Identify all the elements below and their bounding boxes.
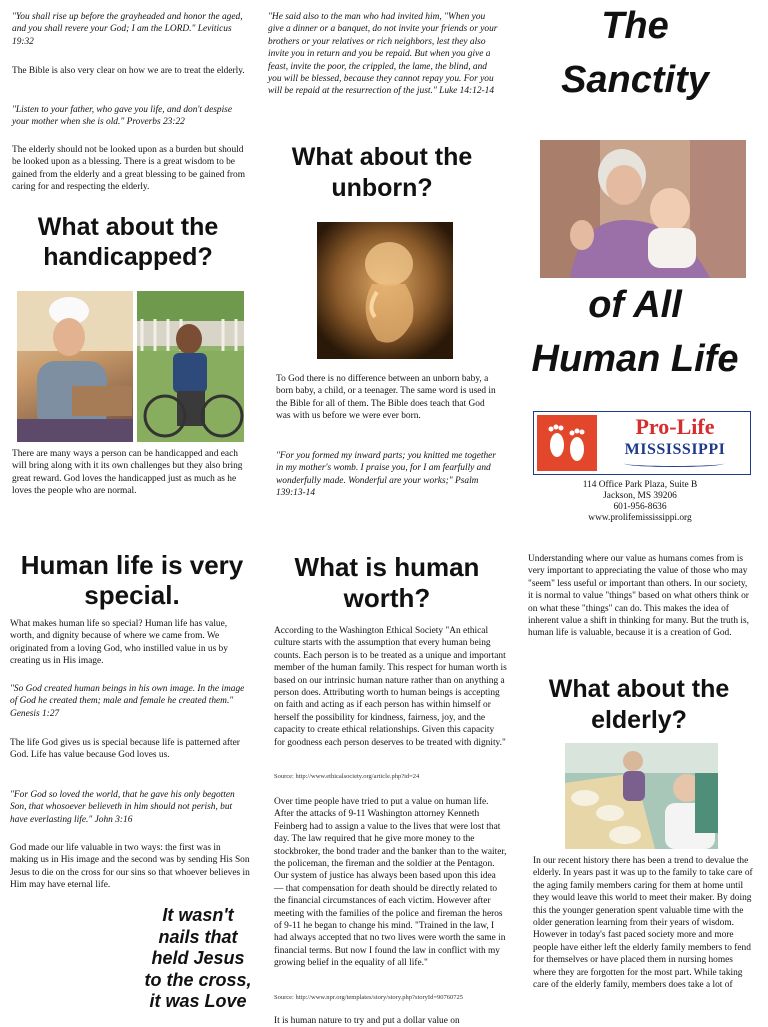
value-understanding-text: Understanding where our value as humans comes from is very important to appreciating the value of those who may "seem" less useful or important than others. In our society, it is normal to value "things" based on what others think or on what these "things" can do. This makes the idea of inherent value a shift in thinking for many. But the truth is, human life is valuable, because it is a creation of God. [528, 554, 749, 639]
human-life-intro: What makes human life so special? Human life has value, worth, and dignity because of where we came from. We originated from a loving God, who instilled value in us by creating us in His image. [10, 619, 228, 667]
quote-proverbs: "Listen to your father, who gave you life, and don't despise your mother when she is old." Proverbs 23:22 [12, 105, 232, 128]
bible-clear-text: The Bible is also very clear on how we are to treat the elderly. [12, 66, 245, 76]
wes-text: According to the Washington Ethical Society "An ethical culture starts with the assumption that every human being counts. Each person is to be treated as a unique and important member of the human family. This respect for human worth is based on our intrinsic human nature rather than on anything a person does. Attributing worth to human beings is accepting on faith and acting as if each person has within himself or herself the possibility for kindness, fairness, joy, and the capacity to create ethical relationships. Given this capacity for goodness each person deserves to be treated with dignity." [274, 626, 507, 748]
quote-john: "For God so loved the world, that he gave his only begotten Son, that whosoever believeth in him should not perish, but have everlasting life." John 3:16 [10, 790, 235, 825]
quote-genesis: "So God created human beings in his own image. In the image of God he created them; male and female he created them." Genesis 1:27 [10, 684, 245, 719]
logo-mississippi-text: MISSISSIPPI [624, 441, 726, 458]
chef-boy-photo [17, 291, 133, 442]
address-line-1: 114 Office Park Plaza, Suite B [582, 480, 698, 490]
address-block [540, 480, 740, 524]
website-link: www.prolifemississippi.org [588, 513, 692, 523]
handicapped-heading: What about the handicapped? [37, 213, 219, 271]
title-line-3: of All [588, 284, 682, 326]
elderly-dining-photo [565, 743, 718, 849]
life-special-text: The life God gives us is special because life is patterned after God. Life has value because God loves us. [10, 738, 240, 761]
elderly-body: In our recent history there has been a trend to devalue the elderly. In years past it was up to the family to take care of the aging family members caring for them at home until they would leave this world to meet their maker. By doing this the younger generation spent valuable time with the older generation learning from their years of wisdom. However in today's fast paced society more and more people have either left the elderly family members to fend for themselves or have placed them in nursing homes where they are forgotten for the most part. While taking care of the elderly family, members does take a lot of [533, 856, 753, 991]
logo-swoosh [624, 460, 724, 467]
quote-psalm: "For you formed my inward parts; you knitted me together in my mother's womb. I praise you, for I am fearfully and wonderfully made. Wonderful are your works;" Psalm 139:13-14 [276, 451, 496, 499]
wheelchair-boy-image [137, 291, 244, 442]
quote-luke: "He said also to the man who had invited him, "When you give a dinner or a banquet, do not invite your friends or your brothers or your relatives or rich neighbors, lest they also invite you in return and you be repaid. But when you give a feast, invite the poor, the crippled, the lame, the blind, and you will be blessed, because they cannot repay you. For you will be repaid at the resurrection of the just." Luke 14:12-14 [268, 12, 498, 97]
nails-callout: It wasn't nails that held Jesus to the cross, it was Love [144, 905, 252, 1011]
logo-prolife-text: Pro-Life [635, 414, 715, 439]
unborn-body: To God there is no difference between an unborn baby, a born baby, a child, or a teenager. The same word is used in the Bible for all of them. The Bible does teach that God was with us before we were ever born. [276, 374, 496, 422]
title-line-1: The [601, 5, 669, 47]
address-line-2: Jackson, MS 39206 [603, 491, 677, 501]
wheelchair-boy-photo [137, 291, 244, 442]
unborn-baby-image [317, 222, 453, 359]
handicapped-body: There are many ways a person can be handicapped and each will bring along with it its own challenges but they also bring great reward. God loves the handicapped just as much as he loves the people who are normal. [12, 449, 243, 497]
dollar-value-text: It is human nature to try and put a dollar value on [274, 1016, 460, 1026]
wes-source: Source: http://www.ethicalsociety.org/article.php?id=24 [274, 773, 420, 780]
feinberg-text: Over time people have tried to put a value on human life. After the attacks of 9-11 Washington attorney Kenneth Feinberg had to assign a value to the lives that were lost that day. The law required that he give more money to the stockbroker, the bond trader and the banker than to the waiter, the policeman, the fireman and the soldier at the Pentagon. Our system of justice has always been based upon this idea — that compensation for death should be directly related to the financial circumstances of each victim. However after meeting with the families of the police and fireman the heros of 9-11 he began to change his mind. "Trained in the law, I had always accepted that no two lives were worth the same in financial terms. But now I found the law in conflict with my growing belief in the equality of all life." [274, 797, 507, 969]
quote-leviticus: "You shall rise up before the grayheaded and honor the aged, and you shall revere your God; I am the LORD." Leviticus 19:32 [12, 12, 243, 47]
chef-boy-image [17, 291, 133, 442]
grandmother-baby-image [540, 140, 746, 278]
unborn-heading: What about the unborn? [291, 143, 473, 202]
footprints-icon [537, 415, 597, 471]
footprints-icon-svg [537, 415, 597, 471]
title-line-2: Sanctity [561, 59, 709, 101]
grandmother-baby-photo [540, 140, 746, 278]
title-line-4: Human Life [531, 338, 739, 380]
prolife-mississippi-logo [533, 411, 751, 475]
elderly-blessing-text: The elderly should not be looked upon as a burden but should be looked upon as a blessing. There is a great wisdom to be gained from the elderly and a great blessing to be gained from caring for and respecting the elderly. [12, 145, 245, 193]
npr-source: Source: http://www.npr.org/templates/story/story.php?storyId=90760725 [274, 994, 464, 1001]
two-ways-text: God made our life valuable in two ways: the first was in making us in His image and the second was by sending His Son Jesus to die on the cross for our sins so that whoever believes in Him may have eternal life. [10, 843, 250, 891]
human-life-special-heading: Human life is very special. [20, 550, 244, 610]
elderly-heading: What about the elderly? [548, 675, 730, 734]
ultrasound-photo [317, 222, 453, 359]
human-worth-heading: What is human worth? [294, 552, 480, 613]
phone-number: 601-956-8636 [613, 502, 667, 512]
elderly-dining-image [565, 743, 718, 849]
